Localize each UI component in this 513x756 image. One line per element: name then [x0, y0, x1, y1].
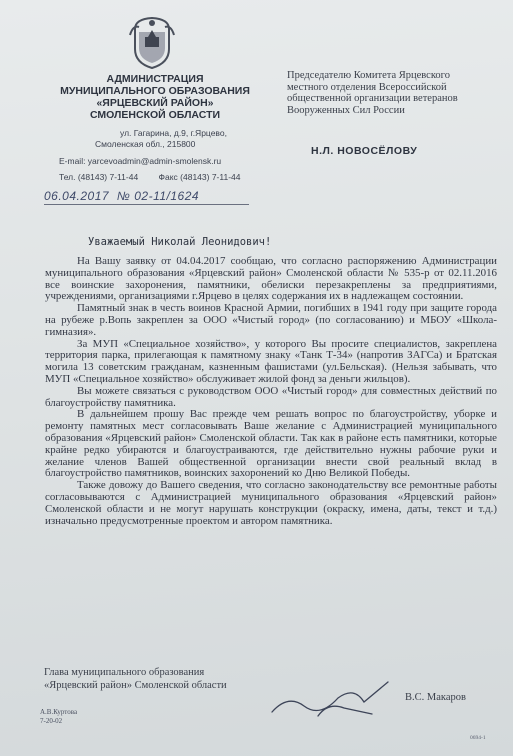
letter-body [45, 256, 497, 527]
letterhead-title-line: АДМИНИСТРАЦИЯ [106, 73, 204, 85]
form-code: 0694-1 [470, 735, 486, 741]
recipient-position-line: общественной организации ветеранов [287, 93, 458, 104]
body-paragraph: В дальнейшем прошу Вас прежде чем решать вопрос по благоустройству, уборке и ремонту памятных мест согласовывать Ваше желание с Администрацией муниципального образования «Ярцевский район» Смоленской области. Так как в районе есть памятники, которые крайне редко убираются и благоустраиваются, где действительно нужны рабочие руки и желание членов Вашей общественной организации внести свой реальный вклад в благоустройство памятников, воинских захоронений ко Дню Великой Победы. [45, 408, 497, 480]
coat-of-arms-emblem [127, 15, 177, 71]
registration-date: 06.04.2017 [44, 189, 110, 203]
body-paragraph: На Вашу заявку от 04.04.2017 сообщаю, что согласно распоряжению Администрации муниципального образования «Ярцевский район» Смоленской области № 535-р от 02.11.2016 все воинские захоронения, памятники, обелиски перезакреплены за предприятиями, учреждениями, организациями г.Ярцево в целях содержания их в надлежащем состоянии. [45, 255, 497, 303]
recipient-position-line: местного отделения Всероссийской [287, 81, 447, 93]
phone-text: Тел. (48143) 7-11-44 [59, 172, 139, 182]
address-region: Смоленская обл., 215800 [95, 139, 196, 149]
handwritten-signature [268, 672, 398, 722]
address-street: ул. Гагарина, д.9, г.Ярцево, [120, 128, 227, 138]
signatory-name: В.С. Макаров [405, 692, 466, 703]
executor-name: А.В.Куртова [40, 708, 78, 716]
recipient-position-line: Председателю Комитета Ярцевского [287, 70, 450, 81]
recipient-position [287, 70, 497, 116]
signatory-position-line: «Ярцевский район» Смоленской области [44, 680, 227, 691]
registration-line [44, 189, 199, 203]
letterhead-title [60, 73, 250, 121]
body-paragraph: Памятный знак в честь воинов Красной Армии, погибших в 1941 году при защите города на рубеже р.Вопь закреплен за ООО «Чистый город» (по согласованию) и МБОУ «Школа-гимназия». [45, 302, 497, 338]
body-paragraph: Также довожу до Вашего сведения, что согласно законодательству все ремонтные работы согласовываются с Администрацией муниципального образования «Ярцевский район» Смоленской области и не могут нарушать конструкции (окраску, имена, даты, текст и т.д.) изначально предусмотренные проектом и автором памятника. [45, 479, 497, 527]
signatory-position [44, 666, 227, 692]
letterhead-title-line: «ЯРЦЕВСКИЙ РАЙОН» [96, 97, 214, 109]
letterhead-address [60, 128, 290, 150]
registration-underline [44, 204, 249, 205]
greeting: Уважаемый Николай Леонидович! [88, 236, 272, 248]
recipient-name: Н.Л. НОВОСЁЛОВУ [311, 145, 418, 157]
fax-text: Факс (48143) 7-11-44 [158, 172, 241, 182]
email-text: E-mail: yarcevoadmin@admin-smolensk.ru [59, 156, 222, 166]
executor-info [40, 708, 77, 726]
executor-phone: 7-20-02 [40, 717, 63, 725]
recipient-position-line: Вооруженных Сил России [287, 104, 405, 116]
body-paragraph: За МУП «Специальное хозяйство», у которого Вы просите специалистов, закреплена территория парка, прилегающая к памятному знаку «Танк Т-34» (напротив ЗАГСа) и Братская могила 13 советским гражданам, казненным фашистами (ул.Бельская). (Нельзя забывать, что МУП «Специальное хозяйство» обслуживает жилой фонд за деньги жильцов). [45, 337, 497, 385]
letterhead-title-line: МУНИЦИПАЛЬНОГО ОБРАЗОВАНИЯ [60, 85, 250, 97]
signatory-position-line: Глава муниципального образования [44, 667, 205, 678]
registration-number: № 02-11/1624 [116, 189, 200, 203]
letterhead-title-line: СМОЛЕНСКОЙ ОБЛАСТИ [89, 109, 221, 121]
body-paragraph: Вы можете связаться с руководством ООО «Чистый город» для совместных действий по благоустройству памятника. [45, 384, 497, 409]
letterhead-contacts [59, 155, 259, 183]
